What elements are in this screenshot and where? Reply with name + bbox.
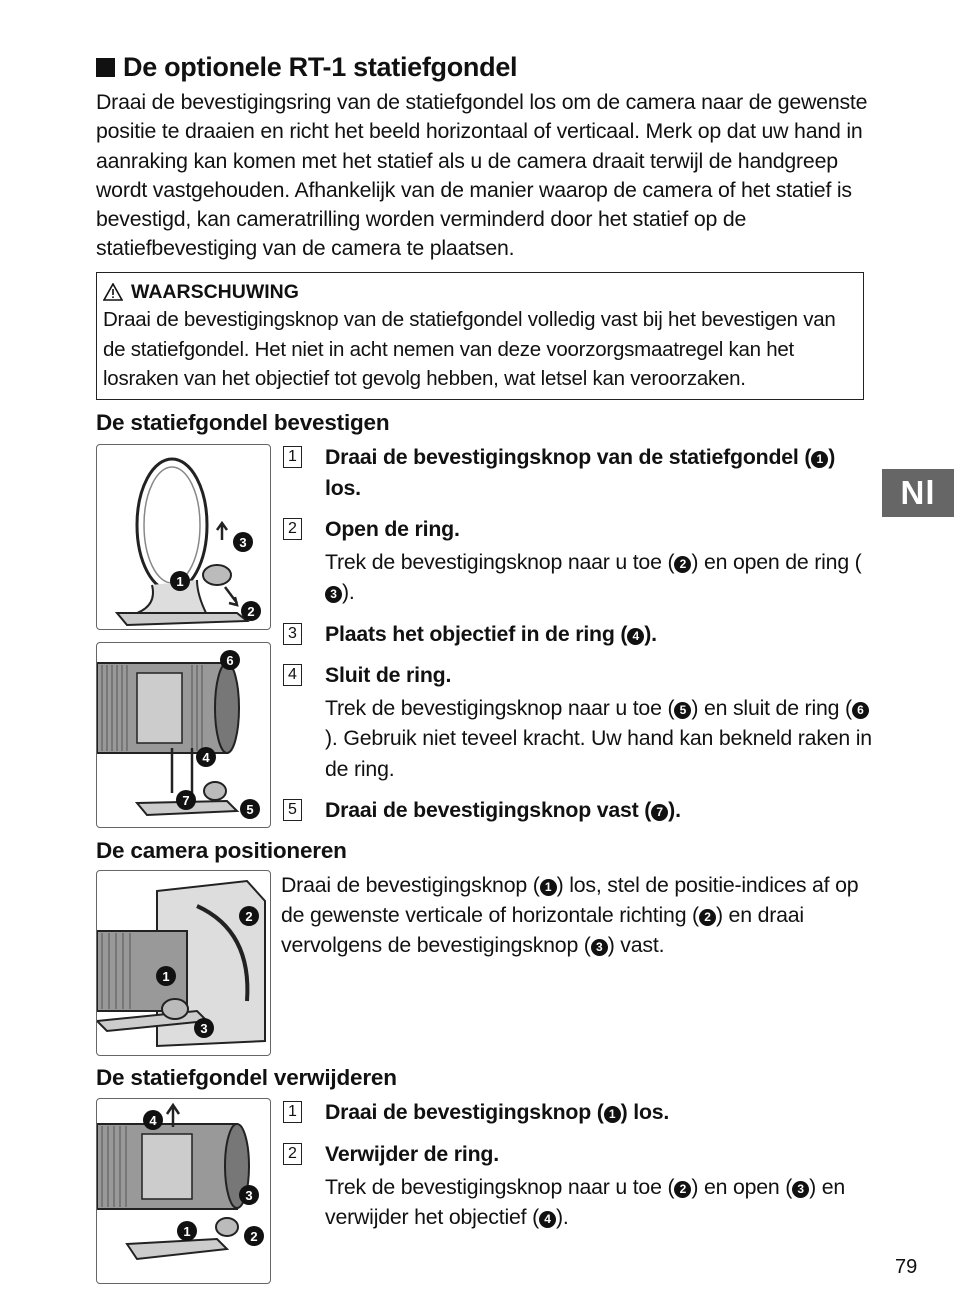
marker-1 (156, 966, 176, 986)
intro-paragraph: Draai de bevestigingsring van de statiefgondel los om de camera naar de gewenste positie te draaien en richt het beeld horizontaal of verticaal. Merk op dat uw hand in aanraking kan komen met het statief als u de camera draait terwijl de handgreep wordt vastgehouden. Afhankelijk van de manier waarop de camera of het statief is bevestigd, kan cameratrilling worden verminderd door het statief op de statiefbevestiging van de camera te plaatsen. (96, 90, 868, 261)
marker-3 (239, 1185, 259, 1205)
svg-text:5: 5 (246, 802, 254, 817)
attach-step-3 (283, 619, 873, 650)
svg-text:6: 6 (226, 653, 234, 668)
svg-text:4: 4 (149, 1113, 157, 1128)
step-instruction: Draai de bevestigingsknop ( 1 ) los. (325, 1100, 670, 1124)
page-number: 79 (895, 1256, 918, 1278)
marker-5 (240, 799, 260, 819)
step-detail: Trek de bevestigingsknop naar u toe ( 2 ) en open ( 3 ) en verwijder het objectief ( 4 ). (325, 1174, 846, 1229)
marker-1-icon: 1 (604, 1106, 621, 1123)
attach-step-5 (283, 795, 873, 826)
step-detail: Trek de bevestigingsknop naar u toe ( 5 ) en sluit de ring ( 6). Gebruik niet teveel kracht. Uw hand kan bekneld raken in de ring. (325, 695, 872, 781)
marker-7-icon: 7 (651, 804, 668, 821)
step-detail: Trek de bevestigingsknop naar u toe ( 2 ) en open de ring (3 ). (325, 549, 862, 604)
section-position-heading: De camera positioneren (96, 838, 347, 863)
marker-2 (244, 1226, 264, 1246)
step-number: 4 (283, 664, 302, 686)
marker-4 (196, 747, 216, 767)
marker-4-icon: 4 (539, 1211, 556, 1228)
step-instruction: Plaats het objectief in de ring ( 4 ). (325, 622, 657, 646)
svg-text:2: 2 (250, 1229, 258, 1244)
marker-2-icon: 2 (699, 909, 716, 926)
step-number: 2 (283, 1143, 302, 1165)
language-tab: Nl (882, 469, 954, 517)
svg-text:1: 1 (183, 1224, 191, 1239)
section-remove-heading: De statiefgondel verwijderen (96, 1065, 397, 1090)
marker-2 (239, 906, 259, 926)
page-title-text: De optionele RT-1 statiefgondel (123, 52, 518, 82)
marker-1 (177, 1221, 197, 1241)
marker-7 (176, 790, 196, 810)
warning-box (96, 272, 864, 400)
section-attach-heading: De statiefgondel bevestigen (96, 410, 390, 435)
attach-step-2 (283, 514, 873, 608)
marker-3-icon: 3 (591, 939, 608, 956)
svg-text:3: 3 (245, 1188, 253, 1203)
remove-step-1 (283, 1097, 873, 1128)
marker-1 (170, 571, 190, 591)
marker-6 (220, 650, 240, 670)
marker-3 (194, 1018, 214, 1038)
figure-lens-removal (96, 1098, 271, 1284)
step-instruction: Verwijder de ring. (325, 1142, 499, 1166)
marker-5-icon: 5 (674, 702, 691, 719)
position-paragraph: Draai de bevestigingsknop ( 1 ) los, stel de positie-indices af op de gewenste verticale of horizontale richting ( 2 ) en draai vervolgens de bevestigingsknop ( 3 ) vast. (281, 873, 859, 957)
remove-step-2 (283, 1139, 873, 1233)
svg-text:2: 2 (247, 604, 255, 619)
step-number: 5 (283, 799, 302, 821)
warning-triangle-icon (103, 283, 123, 301)
step-instruction: Open de ring. (325, 517, 460, 541)
svg-text:3: 3 (200, 1021, 208, 1036)
svg-text:1: 1 (162, 969, 170, 984)
svg-text:2: 2 (245, 909, 253, 924)
warning-heading-text: WAARSCHUWING (131, 280, 299, 303)
figure-lens-in-collar (96, 642, 271, 828)
marker-2-icon: 2 (674, 556, 691, 573)
marker-1-icon: 1 (811, 451, 828, 468)
step-number: 1 (283, 446, 302, 468)
step-number: 2 (283, 518, 302, 540)
marker-2-icon: 2 (674, 1181, 691, 1198)
warning-heading (103, 279, 857, 305)
marker-3 (233, 532, 253, 552)
step-number: 1 (283, 1101, 302, 1123)
marker-4-icon: 4 (627, 628, 644, 645)
svg-text:1: 1 (176, 574, 184, 589)
marker-4 (143, 1110, 163, 1130)
marker-3-icon: 3 (325, 586, 342, 603)
marker-6-icon: 6 (852, 702, 869, 719)
marker-2 (241, 601, 261, 621)
svg-text:3: 3 (239, 535, 247, 550)
warning-text: Draai de bevestigingsknop van de statiefgondel volledig vast bij het bevestigen van de statiefgondel. Het niet in acht nemen van deze voorzorgsmaatregel kan het losraken van het objectief tot gevolg hebben, wat letsel kan veroorzaken. (103, 308, 836, 390)
attach-step-4 (283, 660, 873, 784)
marker-1-icon: 1 (540, 879, 557, 896)
svg-text:4: 4 (202, 750, 210, 765)
step-instruction: Draai de bevestigingsknop vast ( 7 ). (325, 798, 681, 822)
figure-tripod-collar-open (96, 444, 271, 630)
step-instruction: Sluit de ring. (325, 663, 452, 687)
square-bullet-icon (96, 58, 115, 77)
step-number: 3 (283, 623, 302, 645)
attach-step-1 (283, 442, 873, 503)
svg-text:7: 7 (182, 793, 190, 808)
marker-3-icon: 3 (792, 1181, 809, 1198)
step-instruction: Draai de bevestigingsknop van de statiefgondel ( 1 ) los. (325, 445, 836, 500)
page-title (96, 52, 517, 83)
figure-camera-rotate (96, 870, 271, 1056)
